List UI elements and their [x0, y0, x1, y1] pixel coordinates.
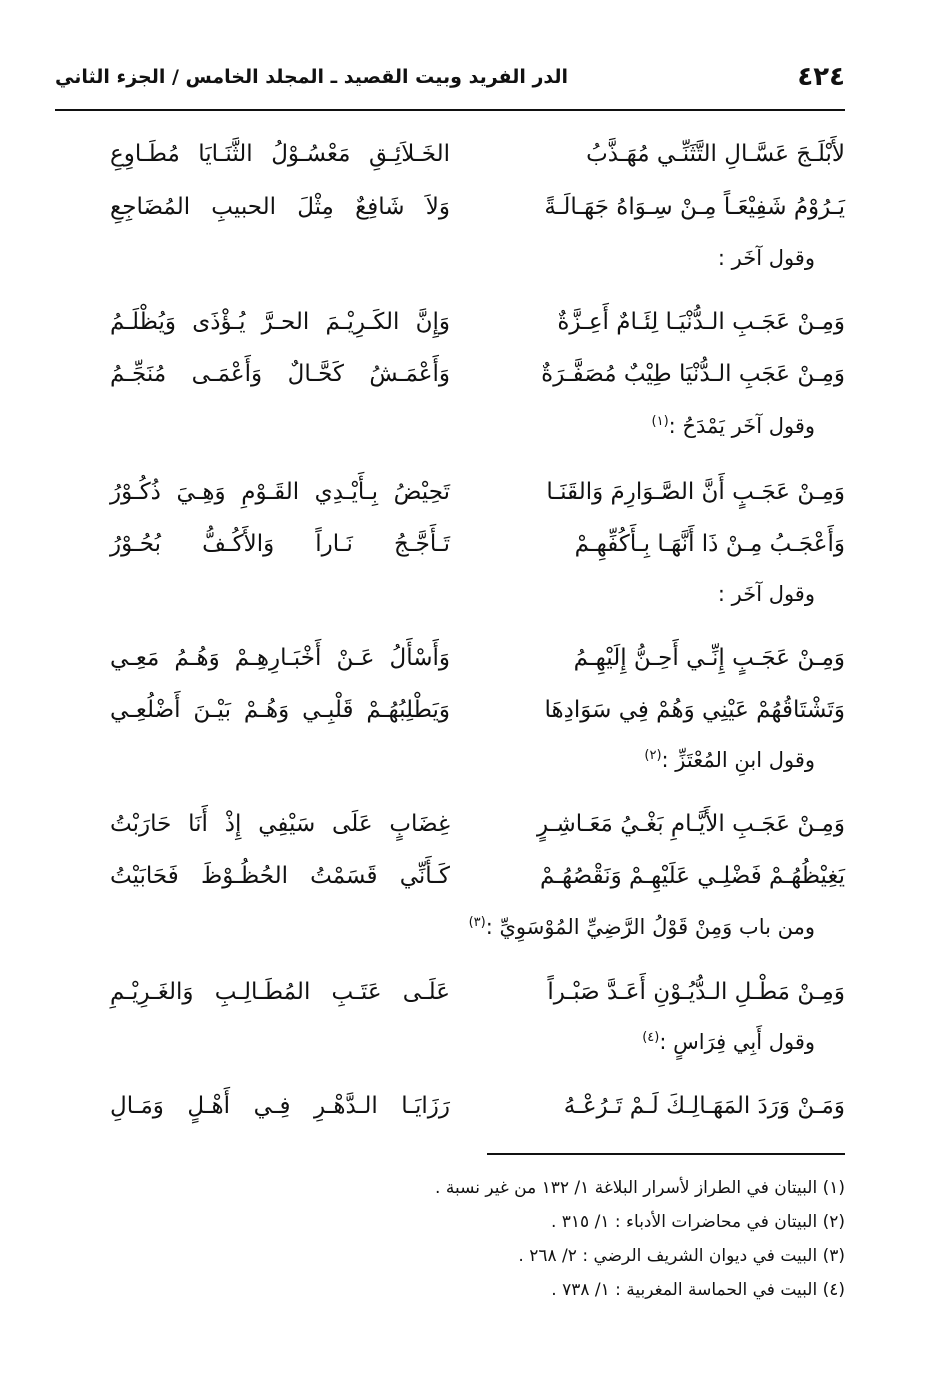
introduction-text: وقول ابنِ المُعْتَزِّ :	[661, 748, 815, 772]
first-hemistich: لأَبْلَـجَ عَسَّـالِ التَّثَنِّـي مُهَـذَّبُ	[586, 141, 845, 167]
introduction-text: وقول آخَر يَمْدَحُ :	[668, 414, 815, 438]
footnote: (٣) البيت في ديوان الشريف الرضي : ٢/ ٢٦٨ .	[518, 1246, 845, 1266]
first-hemistich: وَمِـنْ مَطْـلِ الـدُّيُـوْنِ أَعَـدَّ صَبْـراً	[547, 979, 845, 1005]
first-hemistich: يَـرُوْمُ شَفِيْعَـاً مِـنْ سِـوَاهُ جَهَـالَـةً	[544, 194, 845, 220]
verse-introduction	[469, 915, 815, 955]
second-hemistich: كَـأَنِّي قَسَمْتُ الحُظُـوْظَ فَحَابَيْتُ	[110, 863, 450, 889]
verse-introduction	[718, 246, 815, 286]
verse-line	[110, 800, 845, 848]
verse-introduction	[718, 582, 815, 622]
verse-line	[110, 468, 845, 516]
second-hemistich: وَأَعْمَـشُ كَحَّـالٌ وَأَعْمَـى مُنَجِّـمُ	[110, 361, 450, 387]
footnote-marker: (٣)	[468, 915, 486, 930]
introduction-text: وقول أَبِي فِرَاسٍ :	[659, 1030, 815, 1054]
verse-line	[110, 852, 845, 900]
second-hemistich: عَلَـى عَتَـبِ المُطَـالِـبِ وَالغَـرِيْـمِ	[110, 979, 450, 1005]
page-number: ٤٢٤	[797, 62, 845, 92]
verse-line	[110, 183, 845, 231]
footnote-separator	[487, 1153, 845, 1155]
verse-line	[110, 686, 845, 734]
second-hemistich: وَإِنَّ الكَـرِيْـمَ الحـرَّ يُـؤْذَى وَيُظْلَـمُ	[110, 309, 450, 335]
first-hemistich: وَمِـنْ عَجَـبِ الأَيَّـامِ بَغْـيُ مَعَـاشِـرٍ	[537, 811, 845, 837]
footnote-marker: (٢)	[644, 748, 662, 763]
page-header	[55, 52, 845, 102]
second-hemistich: رَزَايَـا الـدَّهْـرِ فِـي أَهْـلٍ وَمَـالِ	[110, 1093, 450, 1119]
footnote-marker: (٤)	[642, 1030, 660, 1045]
first-hemistich: وَمِـنْ عَجَبِ الـدُّنْيَا طِيْبٌ مُصَفَّـرَةٌ	[541, 361, 845, 387]
verse-introduction	[642, 1030, 815, 1070]
first-hemistich: وَمَـنْ وَرَدَ المَهَـالِـكَ لَـمْ تَـرُعْـهُ	[563, 1093, 845, 1119]
second-hemistich: تَـأَجَّـجُ نَـاراً وَالأَكُـفُّ بُحُـوْرُ	[110, 531, 450, 557]
second-hemistich: وَيَطْلِبُهُـمْ قَلْبِـي وَهُـمْ بَيْـنَ أَضْلُعِـي	[110, 697, 450, 723]
first-hemistich: يَغِيْظُهُـمْ فَضْلِـي عَلَيْهِـمْ وَنَقْصُهُـمْ	[539, 863, 845, 889]
introduction-text: ومن باب وَمِنْ قَوْلُ الرَّضِيِّ المُوْسَوِيِّ :	[485, 915, 815, 939]
footnote-marker: (١)	[651, 414, 669, 429]
second-hemistich: وَلاَ شَافِعٌ مِثْلَ الحبيبِ المُضَاجِعِ	[110, 194, 450, 220]
second-hemistich: وَأَسْأَلُ عَـنْ أَخْبَـارِهِـمْ وَهُـمُ مَعِـي	[110, 645, 450, 671]
footnote: (١) البيتان في الطراز لأسرار البلاغة ١/ ١٣٢ من غير نسبة .	[435, 1178, 845, 1198]
first-hemistich: وَتَشْتَاقُهُمْ عَيْنِي وَهُمْ فِي سَوَادِهَا	[544, 697, 845, 723]
introduction-text: وقول آخَر :	[717, 246, 815, 270]
verse-line	[110, 130, 845, 178]
verse-line	[110, 968, 845, 1016]
verse-introduction	[652, 414, 816, 454]
verse-introduction	[644, 748, 815, 788]
first-hemistich: وَمِـنْ عَجَـبٍ أَنَّ الصَّـوَارِمَ وَالقَنَـا	[546, 479, 845, 505]
verse-line	[110, 298, 845, 346]
verse-line	[110, 350, 845, 398]
verse-line	[110, 634, 845, 682]
running-title: الدر الفريد وبيت القصيد ـ المجلد الخامس / الجزء الثاني	[55, 66, 569, 88]
second-hemistich: غِضَابٍ عَلَى سَيْفِي إِذْ أَنَا حَارَبْتُ	[110, 811, 450, 837]
first-hemistich: وَمِـنْ عَجَـبٍ إِنِّـي أَحِـنُّ إِلَيْهِـمُ	[573, 645, 845, 671]
footnote: (٤) البيت في الحماسة المغربية : ١/ ٧٣٨ .	[551, 1280, 845, 1300]
first-hemistich: وَمِـنْ عَجَـبِ الـدُّنْيَـا لِئَـامٌ أَعِـزَّةٌ	[557, 309, 845, 335]
header-rule	[55, 109, 845, 111]
first-hemistich: وَأَعْجَـبُ مِـنْ ذَا أَنَّهَـا بِـأَكُفِّهِـمْ	[574, 531, 845, 557]
introduction-text: وقول آخَر :	[717, 582, 815, 606]
second-hemistich: تَحِيْضُ بِـأَيْـدِي القَـوْمِ وَهِـيَ ذُكُـوْرُ	[110, 479, 450, 505]
verse-line	[110, 1082, 845, 1130]
verse-line	[110, 520, 845, 568]
second-hemistich: الخَـلاَئِـقِ مَعْسُـوْلُ الثَّنَـايَا مُطَـاوِعِ	[110, 141, 450, 167]
footnote: (٢) البيتان في محاضرات الأدباء : ١/ ٣١٥ .	[550, 1212, 845, 1232]
